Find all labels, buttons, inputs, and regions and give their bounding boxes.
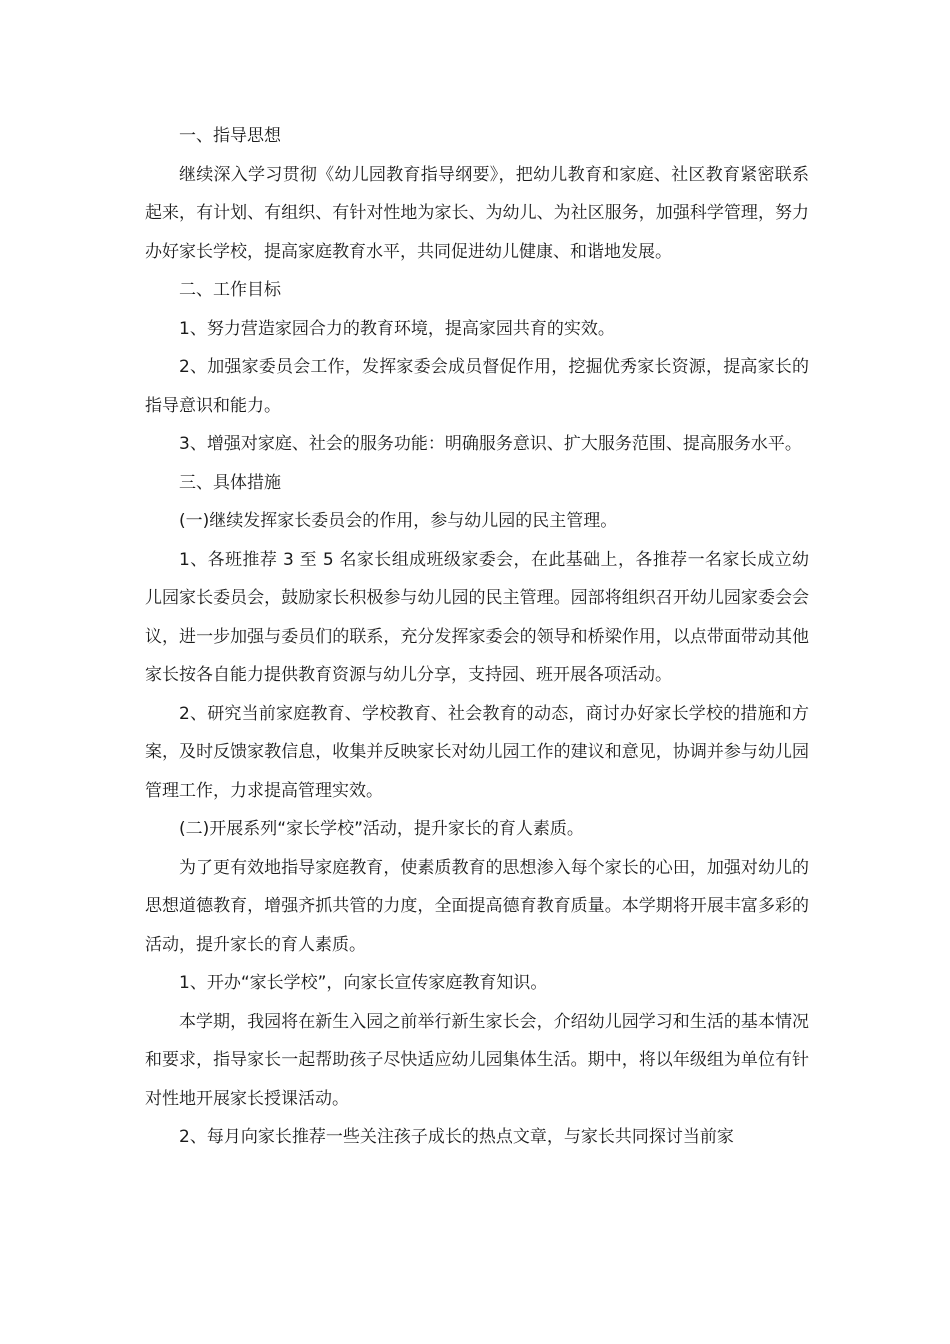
section-heading-measures: 三、具体措施 <box>179 472 281 493</box>
subsection-heading-2: (二)开展系列“家长学校”活动，提升家长的育人素质。 <box>179 819 584 839</box>
paragraph-guiding-ideology: 继续深入学习贯彻《幼儿园教育指导纲要》，把幼儿教育和家庭、社区教育紧密联系起来，有计划、有组织、有针对性地为家长、为幼儿、为社区服务，加强科学管理，努力办好家长学校，提高家庭教育水平，共同促进幼儿健康、和谐地发展。 <box>145 164 809 262</box>
parent-school-item-1: 1、开办“家长学校”，向家长宣传家庭教育知识。 <box>179 973 548 993</box>
measure-item-1: 1、各班推荐 3 至 5 名家长组成班级家委会，在此基础上，各推荐一名家长成立幼儿园家长委员会，鼓励家长积极参与幼儿园的民主管理。园部将组织召开幼儿园家委会会议，进一步加强与委员们的联系，充分发挥家委会的领导和桥梁作用，以点带面带动其他家长按各自能力提供教育资源与幼儿分享，支持园、班开展各项活动。 <box>145 549 809 685</box>
goal-item-2: 2、加强家委员会工作，发挥家委会成员督促作用，挖掘优秀家长资源，提高家长的指导意识和能力。 <box>145 357 809 416</box>
section-heading-guiding-ideology: 一、指导思想 <box>179 126 281 146</box>
paragraph-new-parents-meeting: 本学期，我园将在新生入园之前举行新生家长会，介绍幼儿园学习和生活的基本情况和要求，指导家长一起帮助孩子尽快适应幼儿园集体生活。期中，将以年级组为单位有针对性地开展家长授课活动。 <box>145 1011 809 1109</box>
measure-item-2: 2、研究当前家庭教育、学校教育、社会教育的动态，商讨办好家长学校的措施和方案，及时反馈家教信息，收集并反映家长对幼儿园工作的建议和意见，协调并参与幼儿园管理工作，力求提高管理实效。 <box>145 703 809 801</box>
document-body <box>145 117 809 1157</box>
subsection-heading-1: (一)继续发挥家长委员会的作用，参与幼儿园的民主管理。 <box>179 511 618 531</box>
paragraph-parent-school-intro: 为了更有效地指导家庭教育，使素质教育的思想渗入每个家长的心田，加强对幼儿的思想道德教育，增强齐抓共管的力度，全面提高德育教育质量。本学期将开展丰富多彩的活动，提升家长的育人素质。 <box>145 857 809 955</box>
goal-item-3: 3、增强对家庭、社会的服务功能：明确服务意识、扩大服务范围、提高服务水平。 <box>179 434 802 454</box>
section-heading-work-goals: 二、工作目标 <box>179 280 281 300</box>
goal-item-1: 1、努力营造家园合力的教育环境，提高家园共育的实效。 <box>179 318 615 339</box>
parent-school-item-2: 2、每月向家长推荐一些关注孩子成长的热点文章，与家长共同探讨当前家 <box>179 1127 734 1147</box>
